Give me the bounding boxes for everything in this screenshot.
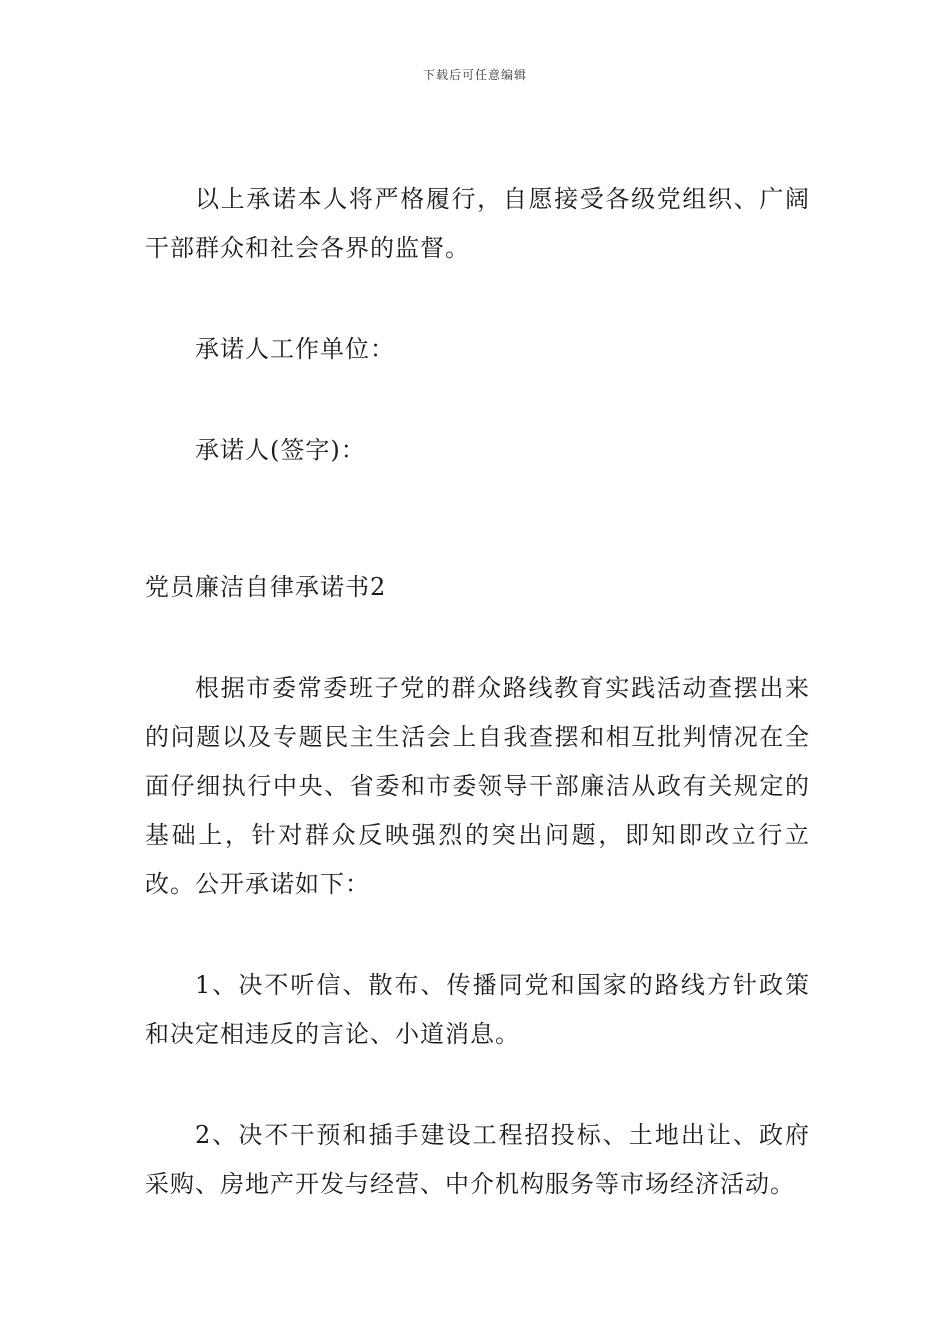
header-note: 下载后可任意编辑 xyxy=(422,68,527,82)
paragraph-item-1: 1、决不听信、散布、传播同党和国家的路线方针政策和决定相违反的言论、小道消息。 xyxy=(145,971,810,1048)
spacer xyxy=(145,1059,810,1111)
spacer xyxy=(145,612,810,664)
paragraph-signature: 承诺人(签字)： xyxy=(195,436,366,464)
paragraph-commitment-closing: 以上承诺本人将严格履行，自愿接受各级党组织、广阔干部群众和社会各界的监督。 xyxy=(145,185,810,262)
paragraph-work-unit: 承诺人工作单位： xyxy=(195,335,395,363)
document-body xyxy=(145,175,810,1209)
spacer xyxy=(145,374,810,426)
spacer xyxy=(145,475,810,563)
spacer xyxy=(145,273,810,325)
paragraph-item-2: 2、决不干预和插手建设工程招投标、土地出让、政府采购、房地产开发与经营、中介机构服务等市场经济活动。 xyxy=(145,1121,810,1198)
paragraph-intro: 根据市委常委班子党的群众路线教育实践活动查摆出来的问题以及专题民主生活会上自我查摆和相互批判情况在全面仔细执行中央、省委和市委领导干部廉洁从政有关规定的基础上，针对群众反映强烈的突出问题，即知即改立行立改。公开承诺如下： xyxy=(145,674,810,898)
spacer xyxy=(145,909,810,961)
section-title: 党员廉洁自律承诺书2 xyxy=(145,573,387,601)
